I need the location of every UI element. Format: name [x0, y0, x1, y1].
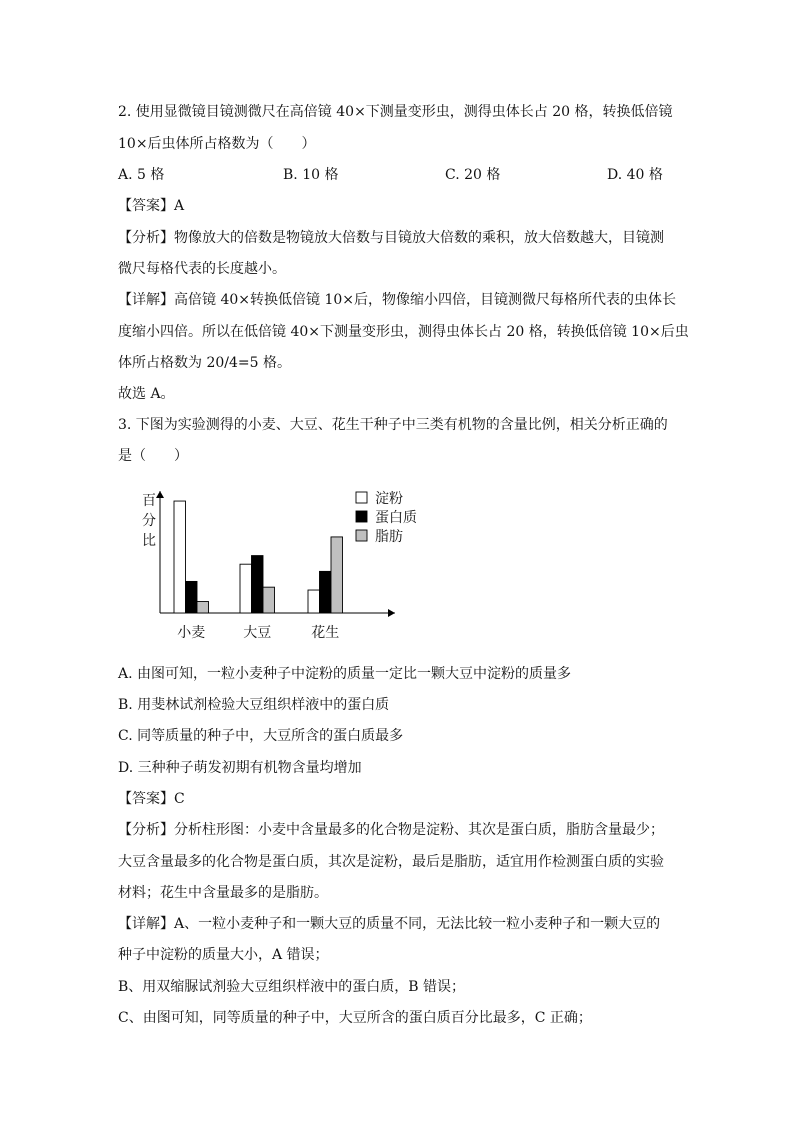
q2-detail-line-3: 体所占格数为 20/4=5 格。	[118, 355, 291, 371]
bar-脂肪-大豆	[263, 587, 275, 613]
q3-option-c: C. 同等质量的种子中，大豆所含的蛋白质最多	[118, 728, 404, 744]
bar-蛋白质-小麦	[186, 581, 198, 613]
q2-option-d: D. 40 格	[607, 167, 663, 183]
x-tick-labels	[177, 624, 339, 641]
y-axis-arrow	[156, 491, 164, 498]
q3-analysis-line-1: 【分析】分析柱形图：小麦中含量最多的化合物是淀粉、其次是蛋白质，脂肪含量最少；	[118, 822, 664, 838]
y-axis-label-char: 分	[142, 513, 156, 529]
q2-analysis-line-1: 【分析】物像放大的倍数是物镜放大倍数与目镜放大倍数的乘积，放大倍数越大，目镜测	[118, 230, 664, 246]
q2-analysis-line-2: 微尺每格代表的长度越小。	[118, 261, 286, 277]
y-axis-label-char: 比	[142, 533, 156, 549]
y-axis-label-char: 百	[142, 493, 156, 509]
bar-淀粉-大豆	[240, 564, 252, 613]
legend-swatch-淀粉	[356, 492, 367, 503]
bar-淀粉-花生	[308, 590, 320, 613]
q2-stem-line-2: 10×后虫体所占格数为（ ）	[118, 136, 316, 152]
q2-detail-line-2: 度缩小四倍。所以在低倍镜 40×下测量变形虫，测得虫体长占 20 格，转换低倍镜 10×后虫	[118, 324, 689, 340]
q2-detail-line-1: 【详解】高倍镜 40×转换低倍镜 10×后，物像缩小四倍，目镜测微尺每格所代表的虫体长	[118, 292, 676, 308]
q3-option-a: A. 由图可知，一粒小麦种子中淀粉的质量一定比一颗大豆中淀粉的质量多	[118, 666, 572, 682]
bar-蛋白质-大豆	[252, 556, 264, 613]
q2-answer: 【答案】A	[118, 198, 185, 214]
q3-option-d: D. 三种种子萌发初期有机物含量均增加	[118, 760, 362, 776]
q3-stem-line-2: 是（ ）	[118, 448, 188, 464]
q3-answer: 【答案】C	[118, 791, 185, 807]
q2-option-b: B. 10 格	[283, 167, 339, 183]
legend-label-蛋白质: 蛋白质	[375, 510, 417, 526]
q2-option-c: C. 20 格	[445, 167, 501, 183]
chart-legend	[356, 490, 417, 545]
legend-label-脂肪: 脂肪	[375, 529, 403, 545]
q2-option-a: A. 5 格	[118, 167, 165, 183]
q3-detail-line-3: B、用双缩脲试剂验大豆组织样液中的蛋白质，B 错误；	[118, 979, 466, 995]
q3-analysis-line-3: 材料；花生中含量最多的是脂肪。	[118, 885, 328, 901]
bar-淀粉-小麦	[174, 501, 186, 613]
x-tick-label: 大豆	[243, 625, 272, 641]
q2-stem-line-1: 2. 使用显微镜目镜测微尺在高倍镜 40×下测量变形虫，测得虫体长占 20 格，转换低倍镜	[118, 104, 673, 120]
legend-label-淀粉: 淀粉	[375, 491, 403, 507]
bar-chart	[130, 483, 417, 653]
y-axis-label	[142, 493, 156, 549]
bar-脂肪-花生	[331, 537, 343, 613]
q3-analysis-line-2: 大豆含量最多的化合物是蛋白质，其次是淀粉，最后是脂肪，适宜用作检测蛋白质的实验	[118, 854, 664, 870]
legend-swatch-蛋白质	[356, 511, 367, 522]
chart-bars	[174, 501, 343, 613]
x-tick-label: 小麦	[177, 625, 206, 641]
x-tick-label: 花生	[311, 625, 340, 641]
bar-脂肪-小麦	[197, 602, 209, 613]
q2-conclusion: 故选 A。	[118, 386, 175, 402]
q3-detail-line-1: 【详解】A、一粒小麦种子和一颗大豆的质量不同，无法比较一粒小麦种子和一颗大豆的	[118, 916, 661, 932]
q3-detail-line-4: C、由图可知，同等质量的种子中，大豆所含的蛋白质百分比最多，C 正确；	[118, 1010, 592, 1026]
q3-option-b: B. 用斐林试剂检验大豆组织样液中的蛋白质	[118, 697, 390, 713]
legend-swatch-脂肪	[356, 530, 367, 541]
q3-detail-line-2: 种子中淀粉的质量大小，A 错误；	[118, 947, 329, 963]
x-axis-arrow	[388, 609, 395, 617]
q3-stem-line-1: 3. 下图为实验测得的小麦、大豆、花生干种子中三类有机物的含量比例，相关分析正确的	[118, 417, 668, 433]
bar-蛋白质-花生	[320, 571, 332, 613]
